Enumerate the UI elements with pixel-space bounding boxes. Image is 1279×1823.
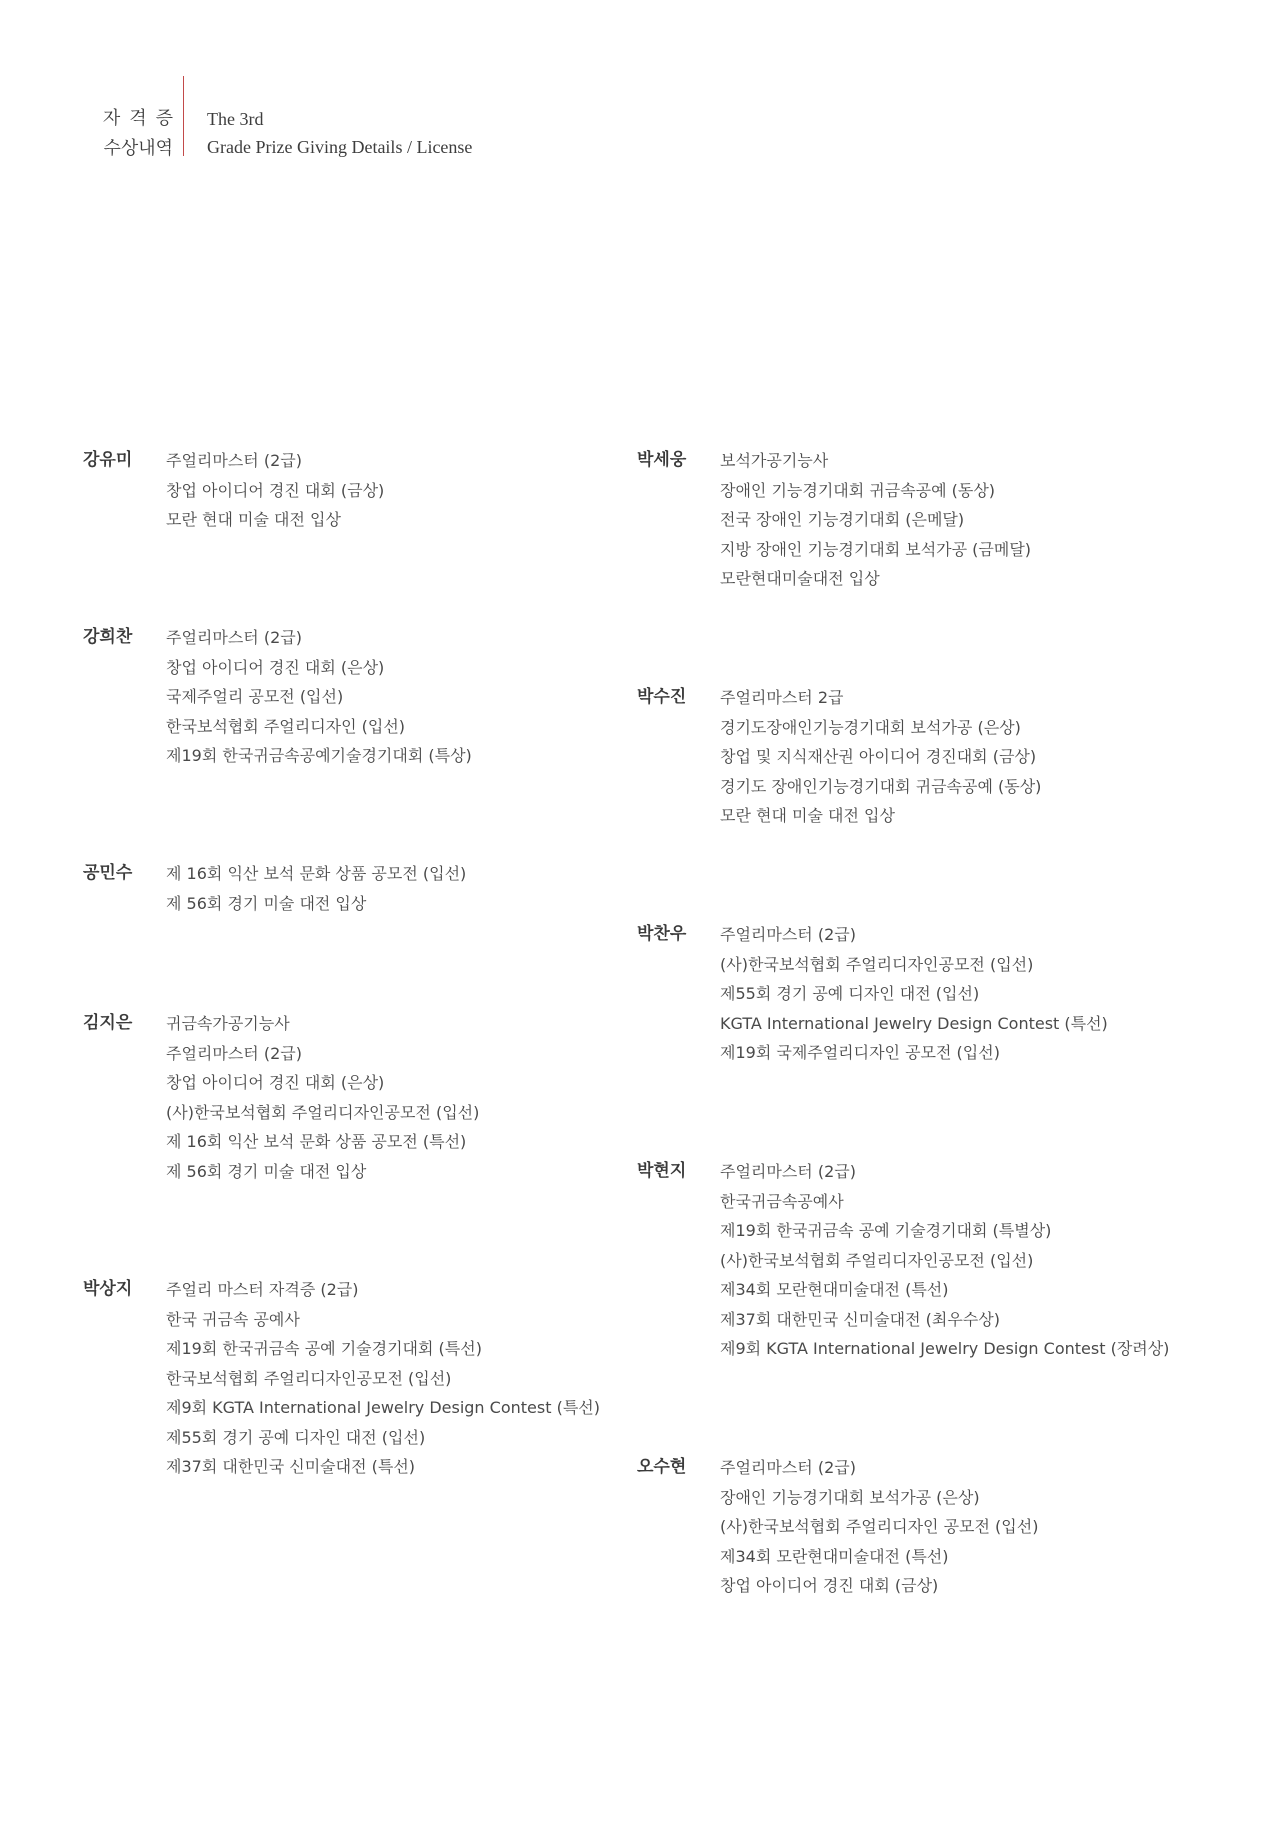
list-item: KGTA International Jewelry Design Contest (특선) bbox=[720, 1013, 1108, 1033]
list-item: 제 16회 익산 보석 문화 상품 공모전 (입선) bbox=[166, 864, 467, 883]
list-item: 제19회 한국귀금속공예기술경기대회 (특상) bbox=[166, 746, 472, 765]
list-item: 제55회 경기 공예 디자인 대전 (입선) bbox=[166, 1427, 426, 1447]
entry-name: 공민수 bbox=[83, 863, 133, 883]
list-item: 주얼리 마스터 자격증 (2급) bbox=[166, 1280, 359, 1299]
list-item: (사)한국보석협회 주얼리디자인공모전 (입선) bbox=[720, 954, 1034, 974]
entry-list bbox=[720, 446, 1031, 594]
list-item: 국제주얼리 공모전 (입선) bbox=[166, 687, 344, 706]
entry-list bbox=[720, 1453, 1038, 1601]
list-item: 제9회 KGTA International Jewelry Design Contest (장려상) bbox=[720, 1339, 1170, 1358]
list-item: 보석가공기능사 bbox=[720, 451, 829, 470]
list-item: 주얼리마스터 (2급) bbox=[166, 1043, 302, 1063]
entry-name: 강유미 bbox=[83, 450, 133, 470]
list-item: 제 56회 경기 미술 대전 입상 bbox=[166, 1161, 367, 1181]
entry-list bbox=[720, 683, 1041, 831]
header-title-en-line1: The 3rd bbox=[207, 109, 264, 129]
entry-list bbox=[166, 1009, 479, 1186]
entry-name: 박현지 bbox=[637, 1161, 687, 1181]
list-item: 제 56회 경기 미술 대전 입상 bbox=[166, 893, 367, 913]
list-item: 한국보석협회 주얼리디자인공모전 (입선) bbox=[166, 1368, 452, 1388]
list-item: 창업 및 지식재산권 아이디어 경진대회 (금상) bbox=[720, 747, 1037, 766]
list-item: 주얼리마스터 (2급) bbox=[166, 451, 302, 470]
list-item: 제9회 KGTA International Jewelry Design Contest (특선) bbox=[166, 1398, 600, 1417]
list-item: 창업 아이디어 경진 대회 (은상) bbox=[166, 1073, 385, 1092]
list-item: 창업 아이디어 경진 대회 (금상) bbox=[166, 480, 385, 500]
list-item: 모란 현대 미술 대전 입상 bbox=[720, 806, 895, 825]
list-item: 제34회 모란현대미술대전 (특선) bbox=[720, 1546, 949, 1566]
list-item: 제37회 대한민국 신미술대전 (특선) bbox=[166, 1457, 416, 1476]
list-item: 주얼리마스터 (2급) bbox=[166, 628, 302, 647]
list-item: 주얼리마스터 2급 bbox=[720, 688, 844, 707]
list-item: 모란 현대 미술 대전 입상 bbox=[166, 510, 341, 529]
list-item: (사)한국보석협회 주얼리디자인공모전 (입선) bbox=[166, 1102, 480, 1122]
list-item: 주얼리마스터 (2급) bbox=[720, 1162, 856, 1181]
list-item: 전국 장애인 기능경기대회 (은메달) bbox=[720, 510, 965, 529]
list-item: 제37회 대한민국 신미술대전 (최우수상) bbox=[720, 1309, 1000, 1329]
list-item: 귀금속가공기능사 bbox=[166, 1014, 290, 1033]
list-item: 한국보석협회 주얼리디자인 (입선) bbox=[166, 716, 406, 736]
list-item: 창업 아이디어 경진 대회 (금상) bbox=[720, 1576, 939, 1595]
list-item: 주얼리마스터 (2급) bbox=[720, 1458, 856, 1477]
list-item: (사)한국보석협회 주얼리디자인공모전 (입선) bbox=[720, 1250, 1034, 1270]
list-item: 창업 아이디어 경진 대회 (은상) bbox=[166, 657, 385, 677]
list-item: 한국 귀금속 공예사 bbox=[166, 1309, 300, 1329]
entry-list bbox=[166, 1275, 600, 1482]
entry-name: 오수현 bbox=[637, 1457, 687, 1477]
list-item: 제19회 한국귀금속 공예 기술경기대회 (특별상) bbox=[720, 1221, 1052, 1240]
entry-name: 박세웅 bbox=[637, 450, 687, 470]
list-item: 제 16회 익산 보석 문화 상품 공모전 (특선) bbox=[166, 1132, 467, 1151]
list-item: 제19회 한국귀금속 공예 기술경기대회 (특선) bbox=[166, 1339, 482, 1358]
list-item: 주얼리마스터 (2급) bbox=[720, 925, 856, 944]
list-item: 장애인 기능경기대회 보석가공 (은상) bbox=[720, 1487, 980, 1507]
list-item: 한국귀금속공예사 bbox=[720, 1191, 844, 1211]
entry-list bbox=[166, 623, 472, 771]
list-item: 지방 장애인 기능경기대회 보석가공 (금메달) bbox=[720, 539, 1032, 559]
entry-name: 김지은 bbox=[83, 1013, 133, 1033]
entry-name: 박찬우 bbox=[637, 924, 687, 944]
header-divider bbox=[183, 76, 184, 156]
list-item: 모란현대미술대전 입상 bbox=[720, 569, 880, 588]
entry-list bbox=[166, 446, 384, 535]
list-item: 제34회 모란현대미술대전 (특선) bbox=[720, 1280, 949, 1299]
header-title-en bbox=[207, 105, 472, 161]
list-item: (사)한국보석협회 주얼리디자인 공모전 (입선) bbox=[720, 1517, 1039, 1536]
header-title-ko bbox=[83, 104, 182, 164]
header-title-ko-line1: 자격증 bbox=[102, 108, 182, 129]
entry-name: 박수진 bbox=[637, 687, 687, 707]
list-item: 제19회 국제주얼리디자인 공모전 (입선) bbox=[720, 1043, 1000, 1062]
entry-list bbox=[720, 1157, 1169, 1364]
entry-name: 박상지 bbox=[83, 1279, 133, 1299]
list-item: 장애인 기능경기대회 귀금속공예 (동상) bbox=[720, 480, 996, 500]
entry-list bbox=[166, 859, 466, 918]
list-item: 경기도 장애인기능경기대회 귀금속공예 (동상) bbox=[720, 776, 1042, 796]
entry-list bbox=[720, 920, 1108, 1068]
header-title-en-line2: Grade Prize Giving Details / License bbox=[207, 137, 473, 157]
entry-name: 강희찬 bbox=[83, 627, 133, 647]
header-title-ko-line2: 수상내역 bbox=[103, 138, 173, 159]
list-item: 경기도장애인기능경기대회 보석가공 (은상) bbox=[720, 717, 1021, 737]
list-item: 제55회 경기 공예 디자인 대전 (입선) bbox=[720, 984, 980, 1003]
